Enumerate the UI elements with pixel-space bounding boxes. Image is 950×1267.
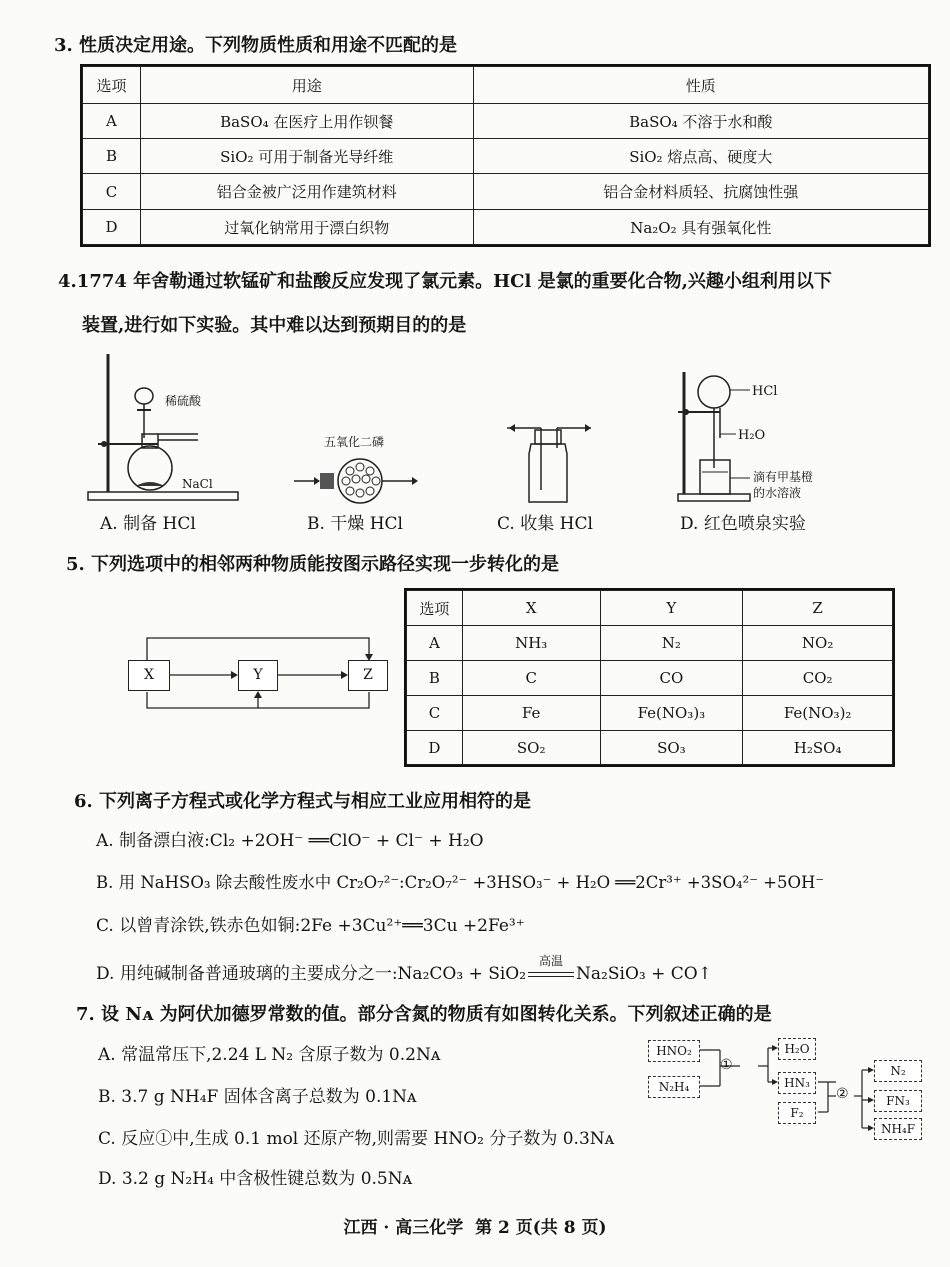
x-cell: Fe (462, 696, 600, 731)
q5-title: 5. 下列选项中的相邻两种物质能按图示路径实现一步转化的是 (66, 554, 560, 575)
option-cell: B (83, 139, 141, 174)
table-header: 性质 (473, 67, 928, 104)
y-cell: CO (600, 661, 743, 696)
z-cell: NO₂ (743, 626, 893, 661)
x-cell: NH₃ (462, 626, 600, 661)
q4-line1: 4.1774 年舍勒通过软锰矿和盐酸反应发现了氯元素。HCl 是氯的重要化合物,兴趣小组利用以下 (58, 271, 832, 292)
q7-option-c: C. 反应①中,生成 0.1 mol 还原产物,则需要 HNO₂ 分子数为 0.3Nᴀ (98, 1129, 615, 1149)
q7-title: 7. 设 Nᴀ 为阿伏加德罗常数的值。部分含氮的物质有如图转化关系。下列叙述正确的是 (76, 1004, 772, 1025)
q6-option-d-left: D. 用纯碱制备普通玻璃的主要成分之一:Na₂CO₃ + SiO₂ (96, 964, 527, 984)
property-cell: Na₂O₂ 具有强氧化性 (473, 210, 928, 245)
label-dilute-acid: 稀硫酸 (165, 394, 202, 408)
table-row (83, 174, 929, 210)
x-cell: C (462, 661, 600, 696)
diagram-box-nh4f: NH₄F (874, 1118, 922, 1140)
table-header: Z (743, 591, 893, 626)
q4-line2: 装置,进行如下实验。其中难以达到预期目的的是 (82, 315, 467, 336)
table-row (407, 626, 893, 661)
option-cell: D (83, 210, 141, 245)
table-header-row (407, 591, 893, 626)
diagram-box-f2: F₂ (778, 1102, 816, 1124)
table-row (407, 696, 893, 731)
table-header: 用途 (140, 67, 473, 104)
property-cell: SiO₂ 熔点高、硬度大 (473, 139, 928, 174)
option-cell: C (83, 174, 141, 210)
label-h2o: H₂O (738, 428, 766, 443)
q6-option-c: C. 以曾青涂铁,铁赤色如铜:2Fe +3Cu²⁺══3Cu +2Fe³⁺ (96, 916, 525, 936)
caption-a: A. 制备 HCl (100, 514, 196, 534)
q6-option-b: B. 用 NaHSO₃ 除去酸性废水中 Cr₂O₇²⁻:Cr₂O₇²⁻ +3HSO₃⁻ + H₂O ══2Cr³⁺ +3SO₄²⁻ +5OH⁻ (96, 873, 825, 892)
y-cell: Fe(NO₃)₃ (600, 696, 743, 731)
flow-box-y: Y (238, 660, 278, 691)
option-cell: B (407, 661, 463, 696)
caption-d: D. 红色喷泉实验 (680, 514, 806, 534)
diagram-box-hno2: HNO₂ (648, 1040, 700, 1062)
label-nacl: NaCl (182, 477, 213, 491)
diagram-box-h2o: H₂O (778, 1038, 816, 1060)
diagram-box-n2h4: N₂H₄ (648, 1076, 700, 1098)
caption-c: C. 收集 HCl (497, 514, 593, 534)
q6-option-d-right: Na₂SiO₃ + CO↑ (576, 964, 712, 984)
q3-title: 3. 性质决定用途。下列物质性质和用途不匹配的是 (54, 35, 458, 56)
caption-b: B. 干燥 HCl (307, 514, 403, 534)
q3-table (82, 66, 929, 245)
table-header: Y (600, 591, 743, 626)
label-methyl-orange: 滴有甲基橙 (753, 470, 814, 484)
table-header: 选项 (407, 591, 463, 626)
use-cell: SiO₂ 可用于制备光导纤维 (140, 139, 473, 174)
option-cell: C (407, 696, 463, 731)
table-row (83, 139, 929, 174)
z-cell: H₂SO₄ (743, 731, 893, 765)
q7-option-a: A. 常温常压下,2.24 L N₂ 含原子数为 0.2Nᴀ (98, 1045, 441, 1065)
use-cell: 过氧化钠常用于漂白织物 (140, 210, 473, 245)
property-cell: BaSO₄ 不溶于水和酸 (473, 104, 928, 139)
label-hcl: HCl (752, 384, 778, 399)
flow-box-z: Z (348, 660, 388, 691)
table-row (407, 661, 893, 696)
diagram-box-n2: N₂ (874, 1060, 922, 1082)
flow-box-x: X (128, 660, 170, 691)
apparatus-b-drawing (290, 445, 430, 505)
option-cell: A (407, 626, 463, 661)
q6-title: 6. 下列离子方程式或化学方程式与相应工业应用相符的是 (74, 791, 532, 812)
table-row (407, 731, 893, 765)
table-row (83, 210, 929, 245)
label-aqueous: 的水溶液 (753, 486, 802, 500)
apparatus-a-drawing (80, 348, 250, 508)
y-cell: N₂ (600, 626, 743, 661)
reaction-label-1: ① (720, 1057, 733, 1073)
equals-sign (528, 972, 574, 977)
z-cell: CO₂ (743, 661, 893, 696)
option-cell: D (407, 731, 463, 765)
reaction-condition-text: 高温 (539, 954, 564, 968)
q6-option-a: A. 制备漂白液:Cl₂ +2OH⁻ ══ClO⁻ + Cl⁻ + H₂O (96, 831, 484, 851)
page-footer: 江西 · 高三化学 第 2 页(共 8 页) (343, 1218, 607, 1238)
z-cell: Fe(NO₃)₂ (743, 696, 893, 731)
apparatus-c-drawing (505, 420, 595, 510)
option-cell: A (83, 104, 141, 139)
table-header-row (83, 67, 929, 104)
x-cell: SO₂ (462, 731, 600, 765)
label-p2o5: 五氧化二磷 (324, 435, 385, 449)
use-cell: 铝合金被广泛用作建筑材料 (140, 174, 473, 210)
diagram-box-hn3: HN₃ (778, 1072, 816, 1094)
table-header: X (462, 591, 600, 626)
table-header: 选项 (83, 67, 141, 104)
y-cell: SO₃ (600, 731, 743, 765)
diagram-box-fn3: FN₃ (874, 1090, 922, 1112)
q6-option-d (96, 954, 712, 984)
q5-table (406, 590, 893, 765)
reaction-label-2: ② (836, 1086, 849, 1102)
property-cell: 铝合金材料质轻、抗腐蚀性强 (473, 174, 928, 210)
use-cell: BaSO₄ 在医疗上用作钡餐 (140, 104, 473, 139)
q7-option-d: D. 3.2 g N₂H₄ 中含极性键总数为 0.5Nᴀ (98, 1169, 413, 1189)
reaction-condition (526, 954, 576, 984)
table-row (83, 104, 929, 139)
q7-option-b: B. 3.7 g NH₄F 固体含离子总数为 0.1Nᴀ (98, 1087, 417, 1107)
